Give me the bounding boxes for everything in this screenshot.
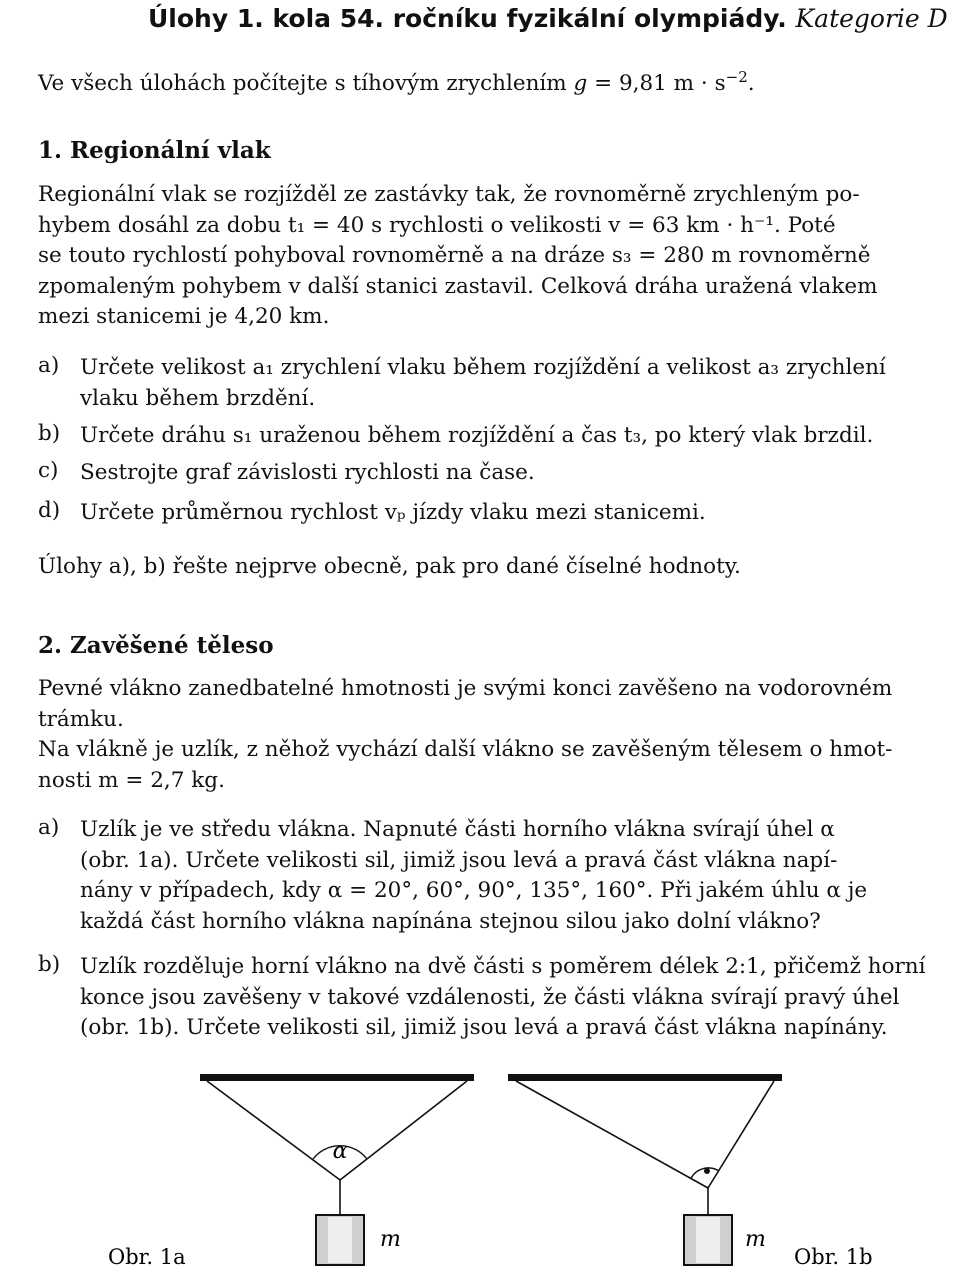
right-angle-dot <box>704 1168 710 1174</box>
string-left <box>207 1081 340 1180</box>
mass-highlight-b <box>696 1217 720 1263</box>
item-label: a) <box>38 815 60 840</box>
angle-label: α <box>332 1139 348 1164</box>
item-label: b) <box>38 421 61 446</box>
problem2-heading: 2. Zavěšené těleso <box>38 632 274 659</box>
item-line: Uzlík rozděluje horní vlákno na dvě části s poměrem délek 2:1, přičemž horní <box>80 954 926 979</box>
problem2-line: nosti m = 2,7 kg. <box>38 767 225 793</box>
item-line: Určete velikost a₁ zrychlení vlaku během rozjíždění a velikost a₃ zrychlení <box>80 355 886 380</box>
g-symbol: g <box>573 71 588 96</box>
intro-prefix: Ve všech úlohách počítejte s tíhovým zrychlením <box>38 71 567 96</box>
caption-1a: Obr. 1a <box>108 1245 186 1269</box>
string-right-b <box>708 1081 774 1188</box>
g-exponent: −2 <box>725 67 748 86</box>
problem1-note: Úlohy a), b) řešte nejprve obecně, pak pro dané číselné hodnoty. <box>38 554 741 579</box>
mass-label-b: m <box>745 1227 766 1252</box>
item-line: Určete průměrnou rychlost vₚ jízdy vlaku mezi stanicemi. <box>80 500 706 525</box>
g-value: = 9,81 m · s <box>587 71 726 96</box>
item-label: a) <box>38 353 60 378</box>
item-line: Uzlík je ve středu vlákna. Napnuté části horního vlákna svírají úhel α <box>80 817 835 842</box>
item-line: nány v případech, kdy α = 20°, 60°, 90°, 135°, 160°. Při jakém úhlu α je <box>80 878 868 903</box>
item-line: Sestrojte graf závislosti rychlosti na čase. <box>80 460 535 485</box>
item-label: c) <box>38 458 59 483</box>
problem1-line: mezi stanicemi je 4,20 km. <box>38 304 330 329</box>
item-line: (obr. 1b). Určete velikosti sil, jimiž jsou levá a pravá část vlákna napínány. <box>80 1015 888 1040</box>
figure-1a <box>108 1074 474 1269</box>
string-left-b <box>516 1081 708 1188</box>
problem1-line: se touto rychlostí pohyboval rovnoměrně a na dráze s₃ = 280 m rovnoměrně <box>38 243 871 268</box>
problem2-line: trámku. <box>38 706 124 732</box>
item-line: vlaku během brzdění. <box>80 385 316 411</box>
caption-1b: Obr. 1b <box>794 1245 873 1269</box>
mass-highlight-a <box>328 1217 352 1263</box>
intro-suffix: . <box>747 71 755 96</box>
item-label: d) <box>38 498 61 523</box>
beam-right <box>508 1074 782 1081</box>
item-line: Určete dráhu s₁ uraženou během rozjíždění a čas t₃, po který vlak brzdil. <box>80 423 874 448</box>
problem1-line: Regionální vlak se rozjížděl ze zastávky tak, že rovnoměrně zrychleným po- <box>38 182 860 207</box>
item-line: každá část horního vlákna napínána stejnou silou jako dolní vlákno? <box>80 908 821 934</box>
problem2-line: Na vlákně je uzlík, z něhož vychází další vlákno se zavěšeným tělesem o hmot- <box>38 737 893 762</box>
figure-1b <box>508 1074 873 1269</box>
problem1-line: hybem dosáhl za dobu t₁ = 40 s rychlosti o velikosti v = 63 km · h⁻¹. Poté <box>38 212 836 238</box>
string-right <box>340 1081 467 1180</box>
category-text: Kategorie D <box>795 4 948 33</box>
item-line: (obr. 1a). Určete velikosti sil, jimiž jsou levá a pravá část vlákna napí- <box>80 847 838 873</box>
item-label: b) <box>38 952 61 977</box>
mass-label-a: m <box>380 1227 401 1252</box>
item-line: konce jsou zavěšeny v takové vzdálenosti, že části vlákna svírají pravý úhel <box>80 984 900 1010</box>
beam-left <box>200 1074 474 1081</box>
problem1-line: zpomaleným pohybem v další stanici zastavil. Celková dráha uražená vlakem <box>38 273 878 299</box>
problem1-heading: 1. Regionální vlak <box>38 137 271 164</box>
title-text: Úlohy 1. kola 54. ročníku fyzikální olympiády. <box>148 4 787 33</box>
problem2-line: Pevné vlákno zanedbatelné hmotnosti je svými konci zavěšeno na vodorovném <box>38 676 893 701</box>
